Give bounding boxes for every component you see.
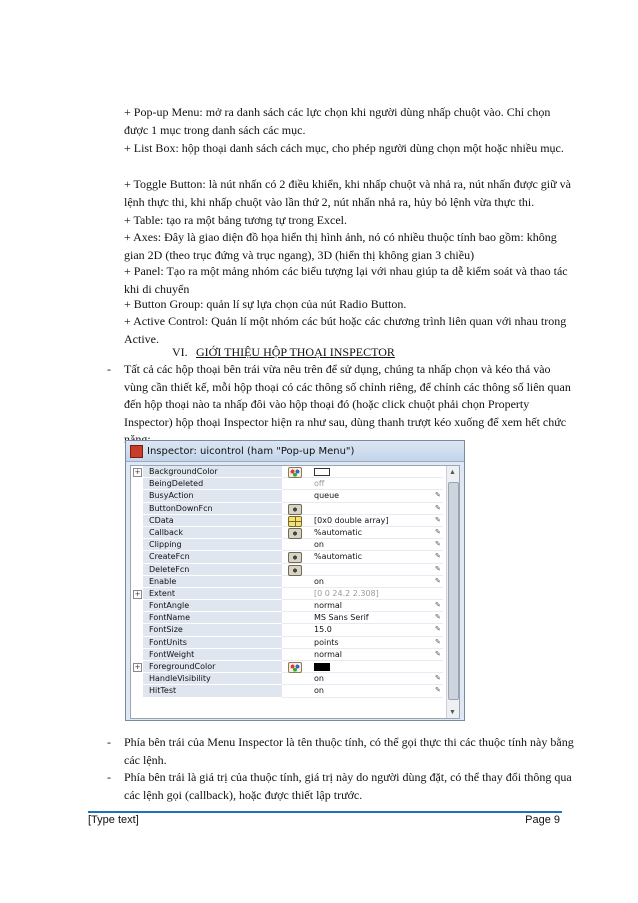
property-editor-cell[interactable] bbox=[282, 527, 306, 539]
edit-pencil-icon[interactable]: ✎ bbox=[435, 576, 441, 585]
callback-icon[interactable] bbox=[288, 552, 302, 563]
color-swatch[interactable] bbox=[314, 663, 330, 671]
color-swatch[interactable] bbox=[314, 468, 330, 476]
property-row[interactable] bbox=[131, 503, 459, 515]
paragraph-axes: + Axes: Đây là giao diện đồ họa hiển thị hình ảnh, nó có nhiều thuộc tính bao gồm: không gian 2D (theo trục đứng và trục ngang), 3D (hiển thị không gian 3 chiều) bbox=[124, 230, 557, 262]
property-value[interactable] bbox=[306, 515, 443, 527]
property-editor-cell bbox=[282, 612, 306, 624]
property-value[interactable] bbox=[306, 466, 443, 478]
edit-pencil-icon[interactable]: ✎ bbox=[435, 564, 441, 573]
edit-pencil-icon[interactable]: ✎ bbox=[435, 491, 441, 500]
page-number: Page 9 bbox=[525, 814, 560, 826]
property-editor-cell bbox=[282, 600, 306, 612]
property-row[interactable] bbox=[131, 576, 459, 588]
property-value[interactable] bbox=[306, 661, 443, 673]
footer-divider bbox=[88, 811, 562, 813]
property-name[interactable]: FontWeight bbox=[143, 649, 282, 661]
property-value-text: 15.0 bbox=[314, 625, 332, 635]
bullet-paragraph-left-side: Phía bên trái của Menu Inspector là tên thuộc tính, có thể gọi thực thi các thuộc tính này bằng các lệnh. bbox=[124, 735, 574, 767]
property-editor-cell[interactable] bbox=[282, 466, 306, 478]
property-editor-cell bbox=[282, 539, 306, 551]
property-value-text: normal bbox=[314, 649, 343, 659]
property-value[interactable] bbox=[306, 612, 443, 624]
property-editor-cell bbox=[282, 649, 306, 661]
property-name[interactable]: FontName bbox=[143, 612, 282, 624]
edit-pencil-icon[interactable]: ✎ bbox=[435, 674, 441, 683]
property-row[interactable] bbox=[131, 466, 459, 478]
callback-icon[interactable] bbox=[288, 504, 302, 515]
property-value-text: %automatic bbox=[314, 527, 363, 537]
property-name[interactable]: FontSize bbox=[143, 624, 282, 636]
edit-pencil-icon[interactable]: ✎ bbox=[435, 552, 441, 561]
expand-plus-icon[interactable]: + bbox=[134, 589, 141, 598]
property-name[interactable]: HandleVisibility bbox=[143, 673, 282, 685]
property-grid bbox=[130, 465, 460, 719]
heading-number: VI. bbox=[172, 345, 188, 359]
property-value-text: [0x0 double array] bbox=[314, 515, 389, 525]
callback-icon[interactable] bbox=[288, 528, 302, 539]
property-row[interactable] bbox=[131, 612, 459, 624]
edit-pencil-icon[interactable]: ✎ bbox=[435, 637, 441, 646]
property-value-text: queue bbox=[314, 491, 340, 501]
property-value[interactable] bbox=[306, 527, 443, 539]
property-editor-cell[interactable] bbox=[282, 515, 306, 527]
property-value-text: on bbox=[314, 540, 324, 550]
property-value-text: on bbox=[314, 576, 324, 586]
property-name[interactable]: BackgroundColor bbox=[143, 466, 282, 478]
property-name[interactable]: BeingDeleted bbox=[143, 478, 282, 490]
paragraph-active-control: + Active Control: Quản lí một nhóm các bút hoặc các chương trình liên quan với nhau trong Active. bbox=[124, 314, 567, 346]
property-value-text: on bbox=[314, 686, 324, 696]
property-editor-cell[interactable] bbox=[282, 551, 306, 563]
property-editor-cell[interactable] bbox=[282, 503, 306, 515]
paragraph-toggle-button: + Toggle Button: là nút nhấn có 2 điều khiển, khi nhấp chuột và nhả ra, nút nhấn được giữ và lệnh thực thi, khi nhấp chuột vào lần thứ 2, nút nhấn nhả ra, hủy bỏ lệnh vừa thực thi. bbox=[124, 177, 571, 209]
edit-pencil-icon[interactable]: ✎ bbox=[435, 503, 441, 512]
property-name[interactable]: Enable bbox=[143, 576, 282, 588]
property-row[interactable] bbox=[131, 673, 459, 685]
paragraph-table: + Table: tạo ra một bảng tương tự trong Excel. bbox=[124, 213, 348, 227]
property-editor-cell bbox=[282, 490, 306, 502]
property-row[interactable] bbox=[131, 637, 459, 649]
property-row[interactable] bbox=[131, 685, 459, 697]
section-heading bbox=[172, 344, 395, 361]
property-value[interactable] bbox=[306, 649, 443, 661]
property-name[interactable]: ForegroundColor bbox=[143, 661, 282, 673]
inspector-window bbox=[125, 440, 465, 721]
edit-pencil-icon[interactable]: ✎ bbox=[435, 601, 441, 610]
paragraph-button-group: + Button Group: quản lí sự lựa chọn của nút Radio Button. bbox=[124, 297, 407, 311]
property-row[interactable] bbox=[131, 539, 459, 551]
paragraph-list-box: + List Box: hộp thoại danh sách cách mục, cho phép người dùng chọn một hoặc nhiều mục. bbox=[124, 141, 564, 155]
palette-icon[interactable] bbox=[288, 662, 302, 673]
footer-left-text: [Type text] bbox=[88, 814, 139, 826]
property-value[interactable] bbox=[306, 600, 443, 612]
property-editor-cell bbox=[282, 637, 306, 649]
property-row[interactable] bbox=[131, 588, 459, 600]
property-value[interactable] bbox=[306, 685, 443, 697]
edit-pencil-icon[interactable]: ✎ bbox=[435, 527, 441, 536]
property-value-text: on bbox=[314, 674, 324, 684]
vertical-scrollbar[interactable] bbox=[446, 466, 459, 718]
property-value[interactable] bbox=[306, 503, 443, 515]
scroll-up-arrow-icon[interactable]: ▲ bbox=[449, 468, 456, 476]
property-row[interactable] bbox=[131, 600, 459, 612]
property-value bbox=[306, 478, 443, 490]
property-row[interactable] bbox=[131, 515, 459, 527]
bullet-dash: - bbox=[107, 735, 111, 749]
edit-pencil-icon[interactable]: ✎ bbox=[435, 540, 441, 549]
property-value[interactable] bbox=[306, 539, 443, 551]
property-value[interactable] bbox=[306, 564, 443, 576]
property-name[interactable]: Clipping bbox=[143, 539, 282, 551]
property-value[interactable] bbox=[306, 551, 443, 563]
property-name[interactable]: FontUnits bbox=[143, 637, 282, 649]
inspector-titlebar[interactable] bbox=[126, 441, 464, 462]
edit-pencil-icon[interactable]: ✎ bbox=[435, 515, 441, 524]
property-value-text: points bbox=[314, 637, 339, 647]
edit-pencil-icon[interactable]: ✎ bbox=[435, 625, 441, 634]
property-value[interactable] bbox=[306, 490, 443, 502]
property-value[interactable] bbox=[306, 637, 443, 649]
matrix-icon[interactable] bbox=[288, 516, 302, 527]
property-editor-cell[interactable] bbox=[282, 564, 306, 576]
property-row[interactable] bbox=[131, 624, 459, 636]
property-value[interactable] bbox=[306, 673, 443, 685]
inspector-title: Inspector: uicontrol (ham "Pop-up Menu") bbox=[147, 445, 355, 457]
property-editor-cell[interactable] bbox=[282, 661, 306, 673]
property-editor-cell bbox=[282, 478, 306, 490]
property-name[interactable]: DeleteFcn bbox=[143, 564, 282, 576]
bullet-dash: - bbox=[107, 770, 111, 784]
property-row[interactable] bbox=[131, 649, 459, 661]
bullet-dash: - bbox=[107, 362, 111, 376]
property-row[interactable] bbox=[131, 551, 459, 563]
property-value[interactable] bbox=[306, 576, 443, 588]
property-name[interactable]: HitTest bbox=[143, 685, 282, 697]
edit-pencil-icon[interactable]: ✎ bbox=[435, 613, 441, 622]
edit-pencil-icon[interactable]: ✎ bbox=[435, 649, 441, 658]
property-row[interactable] bbox=[131, 490, 459, 502]
callback-icon[interactable] bbox=[288, 565, 302, 576]
property-name[interactable]: CreateFcn bbox=[143, 551, 282, 563]
property-name[interactable]: CData bbox=[143, 515, 282, 527]
property-name[interactable]: Extent bbox=[143, 588, 282, 600]
heading-title: GIỚI THIỆU HỘP THOẠI INSPECTOR bbox=[196, 345, 395, 359]
property-name[interactable]: FontAngle bbox=[143, 600, 282, 612]
matlab-icon bbox=[130, 445, 143, 458]
property-name[interactable]: BusyAction bbox=[143, 490, 282, 502]
paragraph-panel: + Panel: Tạo ra một mảng nhóm các biểu tượng lại với nhau giúp ta dễ kiểm soát và thao tác khi di chuyển bbox=[124, 264, 568, 296]
property-value-text: MS Sans Serif bbox=[314, 613, 369, 623]
bullet-paragraph-values: Phía bên trái là giá trị của thuộc tính, giá trị này do người dùng đặt, có thể thay đổi thông qua các lệnh gọi (callback), hoặc được thiết lập trước. bbox=[124, 770, 572, 802]
property-name[interactable]: ButtonDownFcn bbox=[143, 503, 282, 515]
property-value-text: [0 0 24.2 2.308] bbox=[314, 588, 379, 598]
property-editor-cell bbox=[282, 624, 306, 636]
property-row[interactable] bbox=[131, 527, 459, 539]
property-name[interactable]: Callback bbox=[143, 527, 282, 539]
property-row[interactable] bbox=[131, 661, 459, 673]
property-value-text: normal bbox=[314, 601, 343, 611]
property-value-text: off bbox=[314, 479, 325, 489]
property-value[interactable] bbox=[306, 624, 443, 636]
property-editor-cell bbox=[282, 685, 306, 697]
property-value-text: %automatic bbox=[314, 552, 363, 562]
scroll-down-arrow-icon[interactable]: ▼ bbox=[449, 708, 456, 716]
bullet-paragraph-intro: Tất cả các hộp thoại bên trái vừa nêu trên để sử dụng, chúng ta nhấp chọn và kéo thả vào vùng cần thiết kế, mỗi hộp thoại có các thông số chỉnh riêng, để chỉnh các thông số liên quan đến hộp thoại nào ta nhấp đôi vào hộp thoại đó (hoặc click chuột phải chọn Property Inspector) hộp thoại Inspector hiện ra như sau, dùng thanh trượt kéo xuống để xem hết chức bbox=[124, 362, 571, 429]
palette-icon[interactable] bbox=[288, 467, 302, 478]
expand-plus-icon[interactable]: + bbox=[134, 663, 141, 671]
property-value bbox=[306, 588, 443, 600]
property-row[interactable] bbox=[131, 564, 459, 576]
edit-pencil-icon[interactable]: ✎ bbox=[435, 686, 441, 695]
paragraph-popup-menu: + Pop-up Menu: mở ra danh sách các lực chọn khi người dùng nhấp chuột vào. Chỉ chọn được 1 mục trong danh sách các mục. bbox=[124, 105, 551, 137]
scrollbar-thumb[interactable] bbox=[448, 482, 459, 700]
property-editor-cell bbox=[282, 673, 306, 685]
expand-plus-icon[interactable]: + bbox=[134, 468, 141, 476]
property-editor-cell bbox=[282, 576, 306, 588]
property-row[interactable] bbox=[131, 478, 459, 490]
property-editor-cell bbox=[282, 588, 306, 600]
